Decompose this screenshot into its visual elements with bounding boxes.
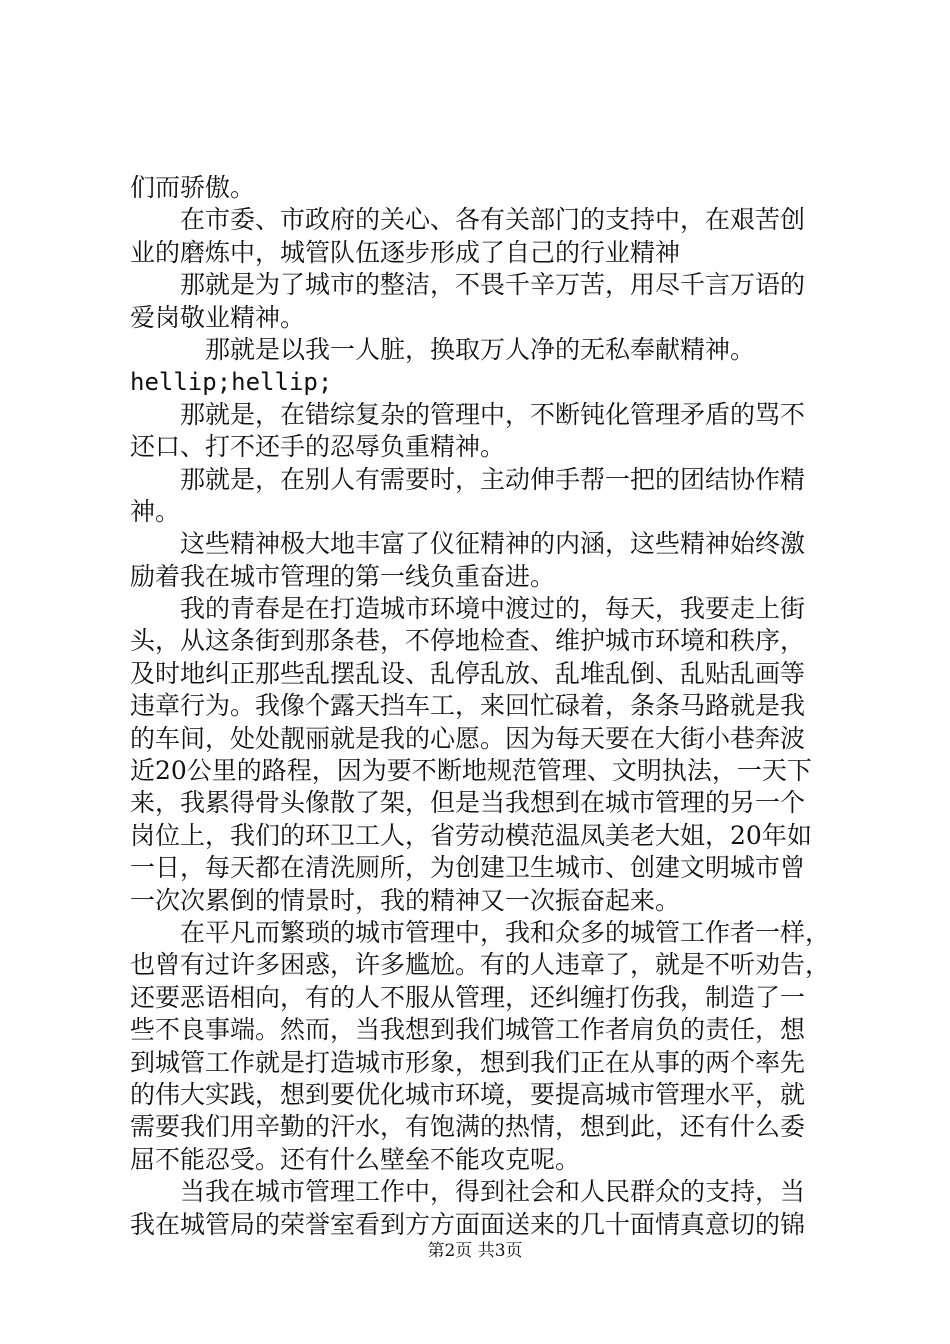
text-line: 头，从这条街到那条巷，不停地检查、维护城市环境和秩序， (130, 626, 806, 656)
text-line: 些不良事端。然而，当我想到我们城管工作者肩负的责任，想 (130, 1015, 806, 1045)
text-line: 屈不能忍受。还有什么壁垒不能攻克呢。 (130, 1144, 581, 1174)
text-line: 需要我们用辛勤的汗水，有饱满的热情，想到此，还有什么委 (130, 1112, 806, 1142)
page-footer: 第2页 共3页 (427, 1241, 523, 1261)
text-line: 那就是以我一人脏，换取万人净的无私奉献精神。 (205, 334, 756, 364)
text-line: 及时地纠正那些乱摆乱设、乱停乱放、乱堆乱倒、乱贴乱画等 (130, 658, 806, 688)
text-line: 神。 (130, 496, 181, 526)
text-line: hellip;hellip; (130, 368, 333, 397)
text-line: 的伟大实践，想到要优化城市环境，要提高城市管理水平，就 (130, 1079, 806, 1109)
text-line: 们而骄傲。 (130, 173, 256, 202)
text-line: 的车间，处处靓丽就是我的心愿。因为每天要在大街小巷奔波 (130, 723, 806, 753)
text-line: 岗位上，我们的环卫工人，省劳动模范温凤美老大姐，20年如 (130, 820, 812, 850)
text-line: 业的磨炼中，城管队伍逐步形成了自己的行业精神 (130, 237, 681, 267)
text-line: 那就是，在错综复杂的管理中，不断钝化管理矛盾的骂不 (180, 399, 806, 429)
text-line: 一次次累倒的情景时，我的精神又一次振奋起来。 (130, 885, 681, 915)
text-line: 一日，每天都在清洗厕所，为创建卫生城市、创建文明城市曾 (130, 853, 806, 883)
text-line: 还口、打不还手的忍辱负重精神。 (130, 432, 506, 462)
text-line: 也曾有过许多困惑，许多尴尬。有的人违章了，就是不听劝告， (130, 950, 831, 980)
text-line: 我在城管局的荣誉室看到方方面面送来的几十面情真意切的锦 (130, 1209, 806, 1239)
text-line: 这些精神极大地丰富了仪征精神的内涵，这些精神始终激 (180, 529, 806, 559)
text-line: 在平凡而繁琐的城市管理中，我和众多的城管工作者一样， (180, 917, 831, 947)
text-line: 在市委、市政府的关心、各有关部门的支持中，在艰苦创 (180, 205, 806, 235)
text-line: 那就是为了城市的整洁，不畏千辛万苦，用尽千言万语的 (180, 270, 806, 300)
text-line: 违章行为。我像个露天挡车工，来回忙碌着，条条马路就是我 (130, 691, 806, 721)
text-line: 那就是，在别人有需要时，主动伸手帮一把的团结协作精 (180, 464, 806, 494)
text-line: 到城管工作就是打造城市形象，想到我们正在从事的两个率先 (130, 1047, 806, 1077)
text-line: 还要恶语相向，有的人不服从管理，还纠缠打伤我，制造了一 (130, 982, 806, 1012)
text-line: 我的青春是在打造城市环境中渡过的，每天，我要走上街 (180, 594, 806, 624)
text-line: 近20公里的路程，因为要不断地规范管理、文明执法，一天下 (130, 756, 812, 786)
body-text (130, 172, 830, 1241)
text-line: 来，我累得骨头像散了架，但是当我想到在城市管理的另一个 (130, 788, 806, 818)
text-line: 励着我在城市管理的第一线负重奋进。 (130, 561, 556, 591)
text-line: 爱岗敬业精神。 (130, 302, 306, 332)
text-line: 当我在城市管理工作中，得到社会和人民群众的支持，当 (180, 1177, 806, 1207)
